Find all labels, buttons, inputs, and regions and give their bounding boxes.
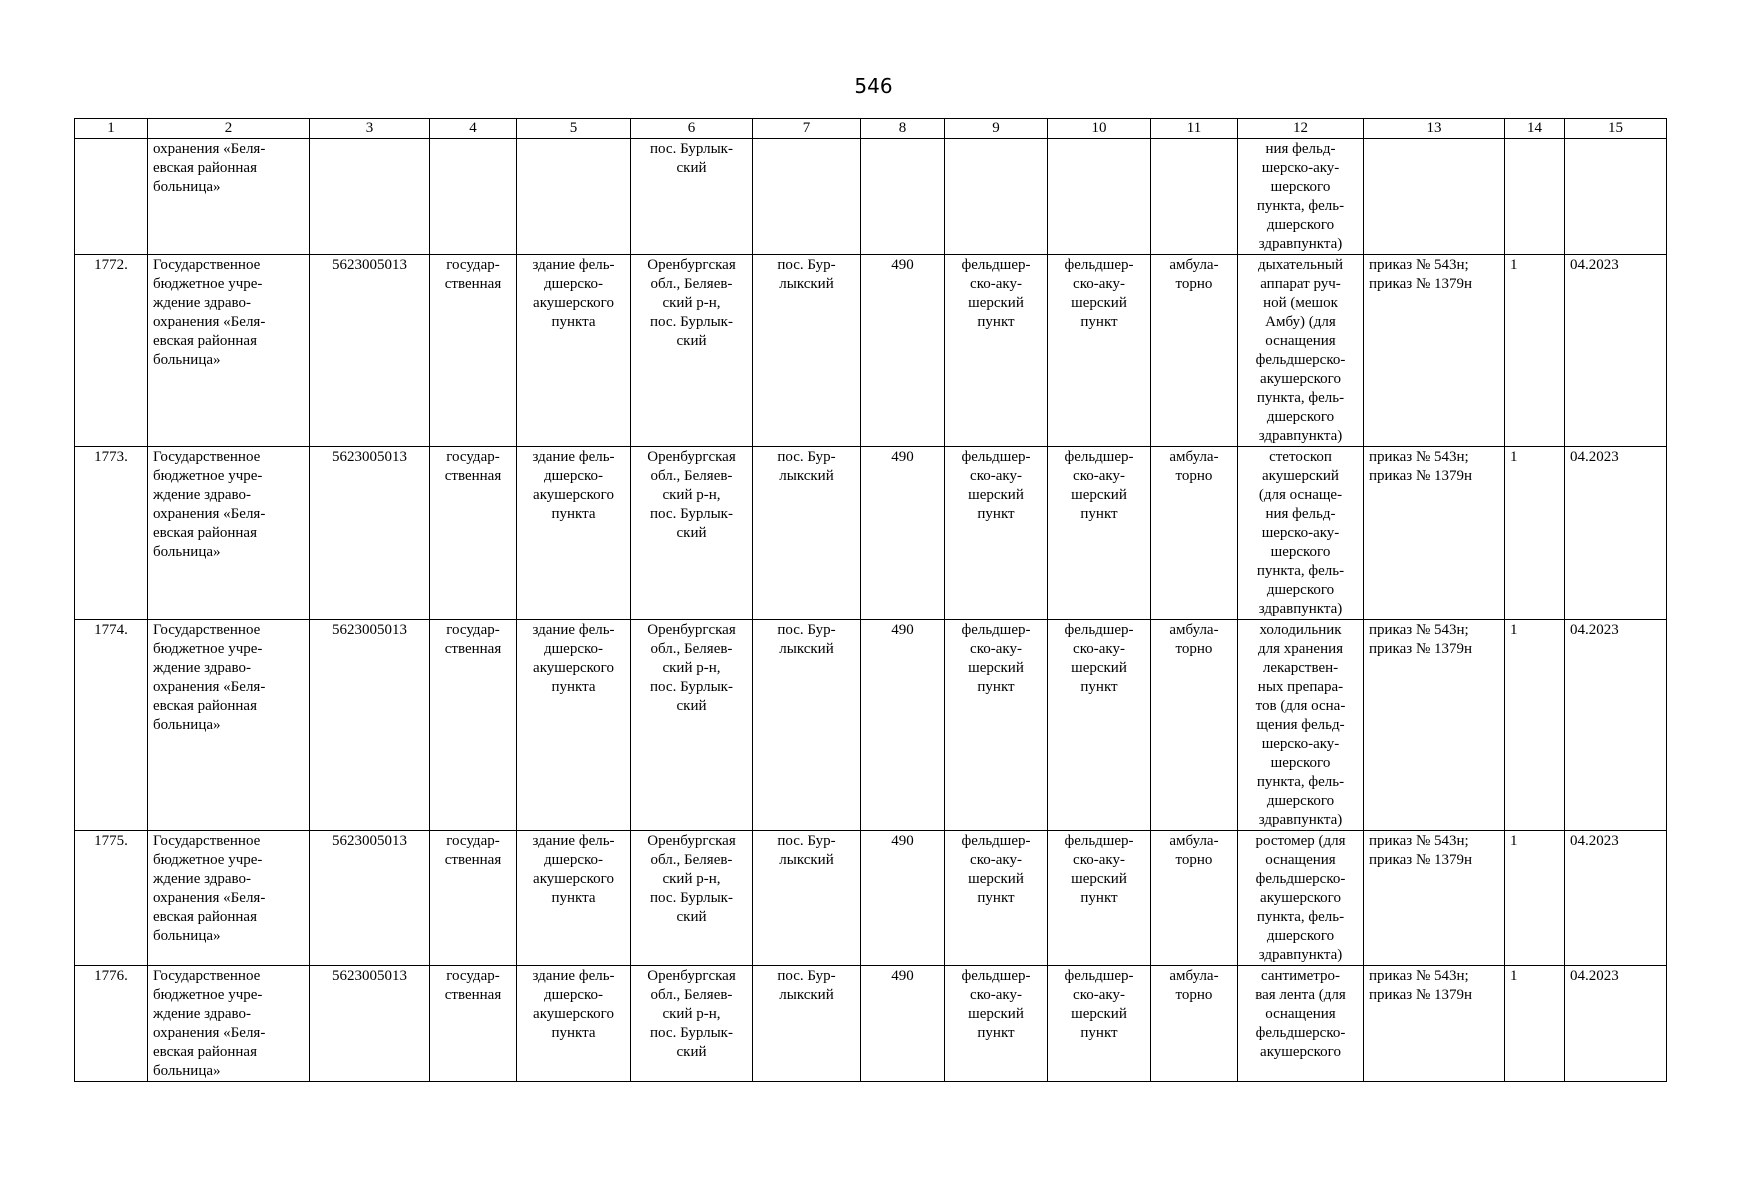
- cell-date: 04.2023: [1565, 966, 1667, 1082]
- cell-population: 490: [861, 966, 945, 1082]
- cell-unit-type: фельдшер- ско-аку- шерский пункт: [1048, 447, 1151, 620]
- cell-care-condition: амбула- торно: [1151, 620, 1238, 831]
- cell-quantity: 1: [1505, 831, 1565, 966]
- cell-ownership: государ- ственная: [430, 620, 517, 831]
- cell-equipment: дыхательный аппарат руч- ной (мешок Амбу) (для оснащения фельдшерско- акушерского пункта, фель- дшерского здравпункта): [1238, 255, 1364, 447]
- cell-row-number: [75, 139, 148, 255]
- cell-settlement: пос. Бур- лыкский: [753, 255, 861, 447]
- cell-inn: 5623005013: [310, 831, 430, 966]
- cell-building: здание фель- дшерско- акушерского пункта: [517, 966, 631, 1082]
- cell-population: 490: [861, 447, 945, 620]
- cell-order: приказ № 543н; приказ № 1379н: [1364, 966, 1505, 1082]
- cell-care-condition: [1151, 139, 1238, 255]
- cell-organization: Государственное бюджетное учре- ждение здраво- охранения «Беля- евская районная больница»: [148, 447, 310, 620]
- cell-row-number: 1775.: [75, 831, 148, 966]
- cell-population: 490: [861, 620, 945, 831]
- column-header: 12: [1238, 119, 1364, 139]
- cell-quantity: [1505, 139, 1565, 255]
- cell-settlement: пос. Бур- лыкский: [753, 831, 861, 966]
- column-header: 2: [148, 119, 310, 139]
- cell-care-condition: амбула- торно: [1151, 831, 1238, 966]
- cell-care-condition: амбула- торно: [1151, 255, 1238, 447]
- cell-building: [517, 139, 631, 255]
- cell-order: приказ № 543н; приказ № 1379н: [1364, 447, 1505, 620]
- cell-address: Оренбургская обл., Беляев- ский р-н, пос. Бурлык- ский: [631, 255, 753, 447]
- cell-ownership: [430, 139, 517, 255]
- cell-equipment: стетоскоп акушерский (для оснаще- ния фельд- шерско-аку- шерского пункта, фель- дшерского здравпункта): [1238, 447, 1364, 620]
- cell-address: Оренбургская обл., Беляев- ский р-н, пос. Бурлык- ский: [631, 831, 753, 966]
- column-header: 6: [631, 119, 753, 139]
- table-row: [75, 620, 1667, 831]
- cell-date: [1565, 139, 1667, 255]
- cell-building: здание фель- дшерско- акушерского пункта: [517, 447, 631, 620]
- cell-settlement: [753, 139, 861, 255]
- cell-inn: 5623005013: [310, 447, 430, 620]
- table-row: [75, 447, 1667, 620]
- cell-organization: Государственное бюджетное учре- ждение здраво- охранения «Беля- евская районная больница»: [148, 831, 310, 966]
- cell-address: Оренбургская обл., Беляев- ский р-н, пос. Бурлык- ский: [631, 620, 753, 831]
- cell-date: 04.2023: [1565, 620, 1667, 831]
- cell-organization: Государственное бюджетное учре- ждение здраво- охранения «Беля- евская районная больница»: [148, 620, 310, 831]
- cell-quantity: 1: [1505, 447, 1565, 620]
- cell-quantity: 1: [1505, 620, 1565, 831]
- cell-row-number: 1773.: [75, 447, 148, 620]
- column-header: 5: [517, 119, 631, 139]
- table-row: [75, 831, 1667, 966]
- column-header: 3: [310, 119, 430, 139]
- column-header: 8: [861, 119, 945, 139]
- cell-inn: 5623005013: [310, 255, 430, 447]
- cell-unit-type: фельдшер- ско-аку- шерский пункт: [1048, 255, 1151, 447]
- cell-order: приказ № 543н; приказ № 1379н: [1364, 620, 1505, 831]
- header-row: [75, 119, 1667, 139]
- cell-unit-type: фельдшер- ско-аку- шерский пункт: [1048, 620, 1151, 831]
- cell-facility-type: фельдшер- ско-аку- шерский пункт: [945, 620, 1048, 831]
- table-row: [75, 139, 1667, 255]
- column-header: 15: [1565, 119, 1667, 139]
- cell-building: здание фель- дшерско- акушерского пункта: [517, 620, 631, 831]
- cell-address: пос. Бурлык- ский: [631, 139, 753, 255]
- page-number: 546: [854, 74, 893, 98]
- cell-inn: 5623005013: [310, 620, 430, 831]
- cell-unit-type: фельдшер- ско-аку- шерский пункт: [1048, 831, 1151, 966]
- cell-inn: [310, 139, 430, 255]
- cell-facility-type: фельдшер- ско-аку- шерский пункт: [945, 255, 1048, 447]
- cell-row-number: 1774.: [75, 620, 148, 831]
- cell-ownership: государ- ственная: [430, 966, 517, 1082]
- column-header: 13: [1364, 119, 1505, 139]
- cell-date: 04.2023: [1565, 255, 1667, 447]
- cell-settlement: пос. Бур- лыкский: [753, 447, 861, 620]
- cell-address: Оренбургская обл., Беляев- ский р-н, пос. Бурлык- ский: [631, 447, 753, 620]
- column-header: 11: [1151, 119, 1238, 139]
- registry-table: [74, 118, 1667, 1082]
- cell-equipment: сантиметро- вая лента (для оснащения фельдшерско- акушерского: [1238, 966, 1364, 1082]
- cell-organization: Государственное бюджетное учре- ждение здраво- охранения «Беля- евская районная больница»: [148, 255, 310, 447]
- cell-care-condition: амбула- торно: [1151, 447, 1238, 620]
- cell-equipment: холодильник для хранения лекарствен- ных препара- тов (для осна- щения фельд- шерско-аку- шерского пункта, фель- дшерского здравпункта): [1238, 620, 1364, 831]
- cell-row-number: 1776.: [75, 966, 148, 1082]
- cell-population: 490: [861, 255, 945, 447]
- cell-building: здание фель- дшерско- акушерского пункта: [517, 255, 631, 447]
- cell-address: Оренбургская обл., Беляев- ский р-н, пос. Бурлык- ский: [631, 966, 753, 1082]
- cell-equipment: ния фельд- шерско-аку- шерского пункта, фель- дшерского здравпункта): [1238, 139, 1364, 255]
- cell-order: приказ № 543н; приказ № 1379н: [1364, 831, 1505, 966]
- cell-building: здание фель- дшерско- акушерского пункта: [517, 831, 631, 966]
- cell-settlement: пос. Бур- лыкский: [753, 620, 861, 831]
- cell-ownership: государ- ственная: [430, 447, 517, 620]
- table-row: [75, 966, 1667, 1082]
- column-header: 9: [945, 119, 1048, 139]
- cell-population: 490: [861, 831, 945, 966]
- cell-facility-type: [945, 139, 1048, 255]
- cell-ownership: государ- ственная: [430, 255, 517, 447]
- cell-unit-type: фельдшер- ско-аку- шерский пункт: [1048, 966, 1151, 1082]
- cell-ownership: государ- ственная: [430, 831, 517, 966]
- cell-date: 04.2023: [1565, 831, 1667, 966]
- column-header: 7: [753, 119, 861, 139]
- cell-order: приказ № 543н; приказ № 1379н: [1364, 255, 1505, 447]
- cell-population: [861, 139, 945, 255]
- cell-facility-type: фельдшер- ско-аку- шерский пункт: [945, 966, 1048, 1082]
- cell-organization: охранения «Беля- евская районная больница»: [148, 139, 310, 255]
- column-header: 10: [1048, 119, 1151, 139]
- cell-inn: 5623005013: [310, 966, 430, 1082]
- cell-settlement: пос. Бур- лыкский: [753, 966, 861, 1082]
- cell-equipment: ростомер (для оснащения фельдшерско- акушерского пункта, фель- дшерского здравпункта): [1238, 831, 1364, 966]
- cell-facility-type: фельдшер- ско-аку- шерский пункт: [945, 831, 1048, 966]
- column-header: 4: [430, 119, 517, 139]
- cell-quantity: 1: [1505, 966, 1565, 1082]
- cell-quantity: 1: [1505, 255, 1565, 447]
- cell-unit-type: [1048, 139, 1151, 255]
- table-row: [75, 255, 1667, 447]
- cell-organization: Государственное бюджетное учре- ждение здраво- охранения «Беля- евская районная больница»: [148, 966, 310, 1082]
- column-header: 14: [1505, 119, 1565, 139]
- cell-order: [1364, 139, 1505, 255]
- cell-date: 04.2023: [1565, 447, 1667, 620]
- cell-care-condition: амбула- торно: [1151, 966, 1238, 1082]
- column-header: 1: [75, 119, 148, 139]
- cell-row-number: 1772.: [75, 255, 148, 447]
- cell-facility-type: фельдшер- ско-аку- шерский пункт: [945, 447, 1048, 620]
